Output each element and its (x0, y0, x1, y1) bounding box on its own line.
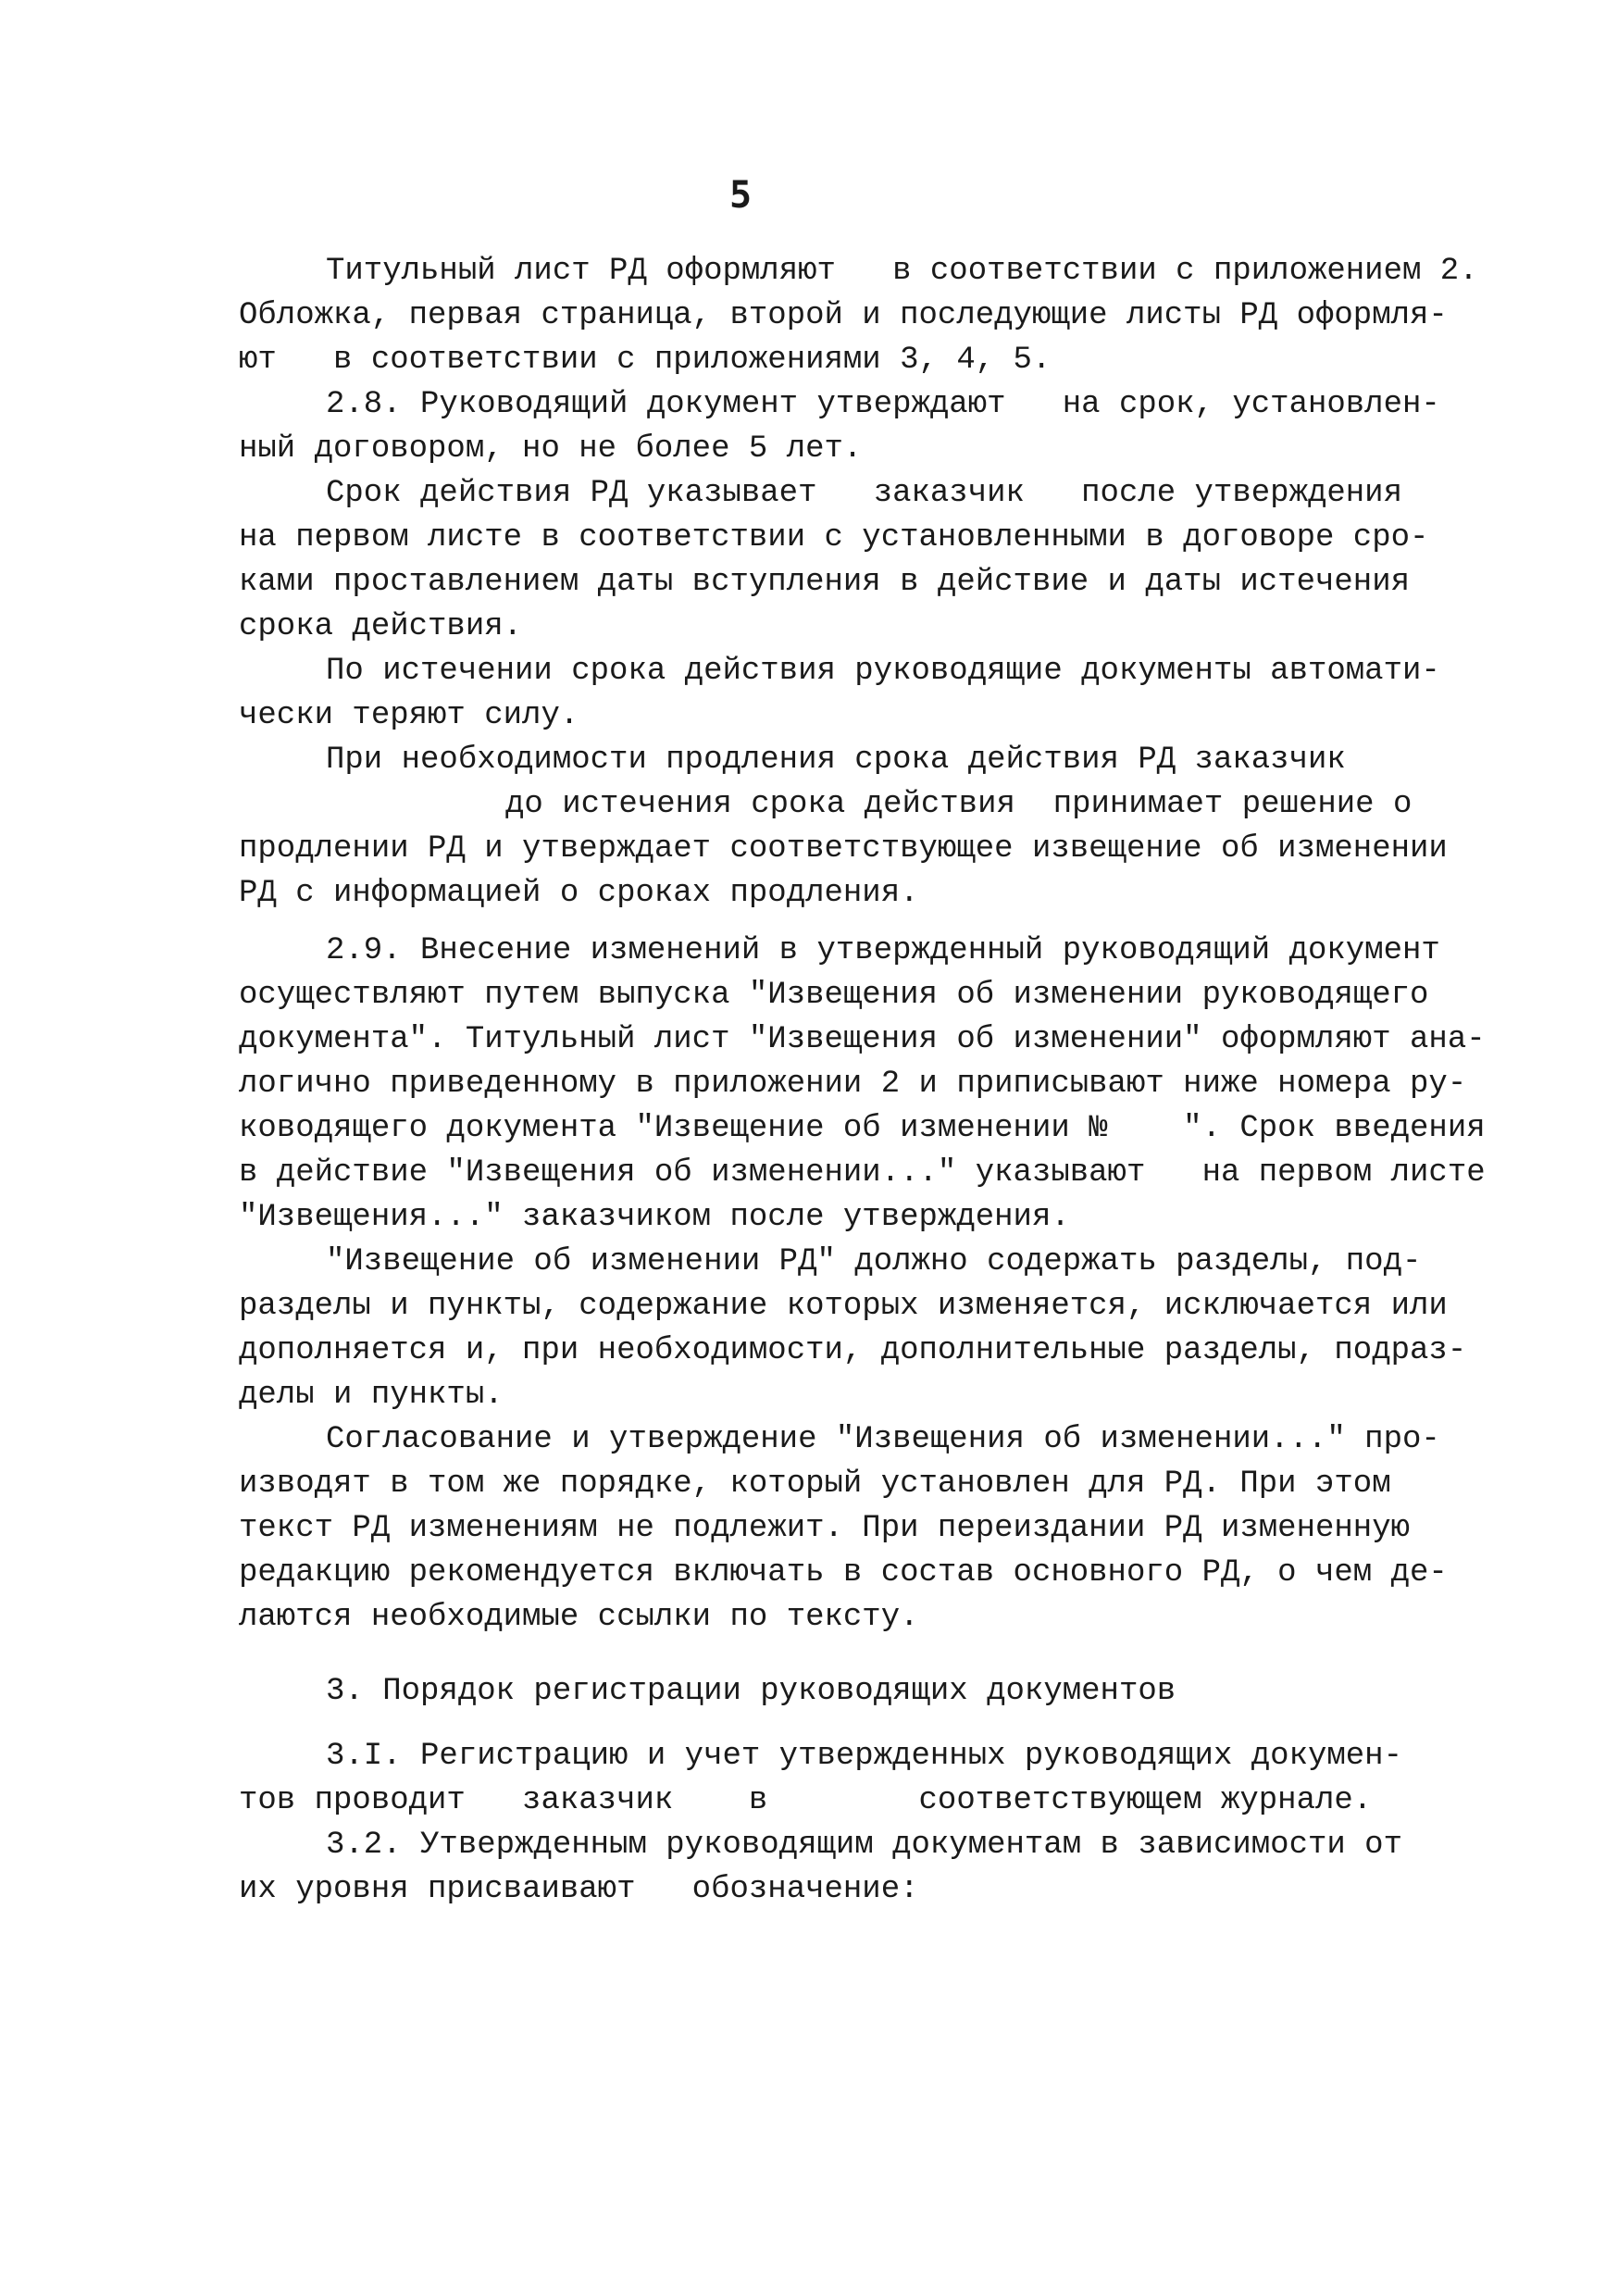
text-line: РД с информацией о сроках продления. (239, 876, 919, 911)
text-line: Срок действия РД указывает заказчик после утверждения (326, 476, 1402, 511)
text-line: дополняется и, при необходимости, дополнительные разделы, подраз- (239, 1333, 1467, 1368)
text-line: Титульный лист РД оформляют в соответствии с приложением 2. (326, 254, 1478, 289)
text-line: в действие "Извещения об изменении..." указывают на первом листе (239, 1155, 1486, 1191)
page-number: 5 (728, 174, 753, 217)
text-line: ют в соответствии с приложениями 3, 4, 5. (239, 343, 1052, 378)
text-line: "Извещения..." заказчиком после утверждения. (239, 1200, 1070, 1235)
text-line: на первом листе в соответствии с установленными в договоре сро- (239, 520, 1429, 555)
section-heading: 3. Порядок регистрации руководящих документов (326, 1674, 1176, 1709)
text-line: их уровня присваивают обозначение: (239, 1872, 919, 1907)
text-line: тов проводит заказчик в соответствующем журнале. (239, 1783, 1373, 1818)
text-line: до истечения срока действия принимает решение о (505, 787, 1413, 822)
text-line: ный договором, но не более 5 лет. (239, 431, 863, 467)
text-line: 3.2. Утвержденным руководящим документам в зависимости от (326, 1828, 1402, 1863)
text-line: продлении РД и утверждает соответствующее извещение об изменении (239, 831, 1448, 867)
text-line: срока действия. (239, 609, 523, 644)
text-line: изводят в том же порядке, который установлен для РД. При этом (239, 1466, 1391, 1502)
text-line: чески теряют силу. (239, 698, 579, 733)
text-line: ководящего документа "Извещение об изменении № ". Срок введения (239, 1111, 1486, 1146)
text-line: При необходимости продления срока действия РД заказчик (326, 742, 1346, 778)
text-line: "Извещение об изменении РД" должно содержать разделы, под- (326, 1244, 1422, 1279)
text-line: документа". Титульный лист "Извещения об изменении" оформляют ана- (239, 1022, 1486, 1057)
text-line: лаются необходимые ссылки по тексту. (239, 1600, 919, 1635)
text-line: разделы и пункты, содержание которых изменяется, исключается или (239, 1289, 1448, 1324)
text-line: редакцию рекомендуется включать в состав основного РД, о чем де- (239, 1555, 1448, 1591)
text-line: Обложка, первая страница, второй и последующие листы РД оформля- (239, 298, 1448, 333)
text-line: логично приведенному в приложении 2 и приписывают ниже номера ру- (239, 1067, 1467, 1102)
text-line: 2.8. Руководящий документ утверждают на срок, установлен- (326, 387, 1440, 422)
text-line: осуществляют путем выпуска "Извещения об изменении руководящего (239, 978, 1429, 1013)
text-line: 3.I. Регистрацию и учет утвержденных руководящих докумен- (326, 1739, 1402, 1774)
text-line: По истечении срока действия руководящие документы автомати- (326, 654, 1440, 689)
text-line: Согласование и утверждение "Извещения об изменении..." про- (326, 1422, 1440, 1457)
text-line: 2.9. Внесение изменений в утвержденный руководящий документ (326, 933, 1440, 968)
text-line: текст РД изменениям не подлежит. При переиздании РД измененную (239, 1511, 1411, 1546)
text-line: ками проставлением даты вступления в действие и даты истечения (239, 565, 1411, 600)
text-line: делы и пункты. (239, 1378, 504, 1413)
